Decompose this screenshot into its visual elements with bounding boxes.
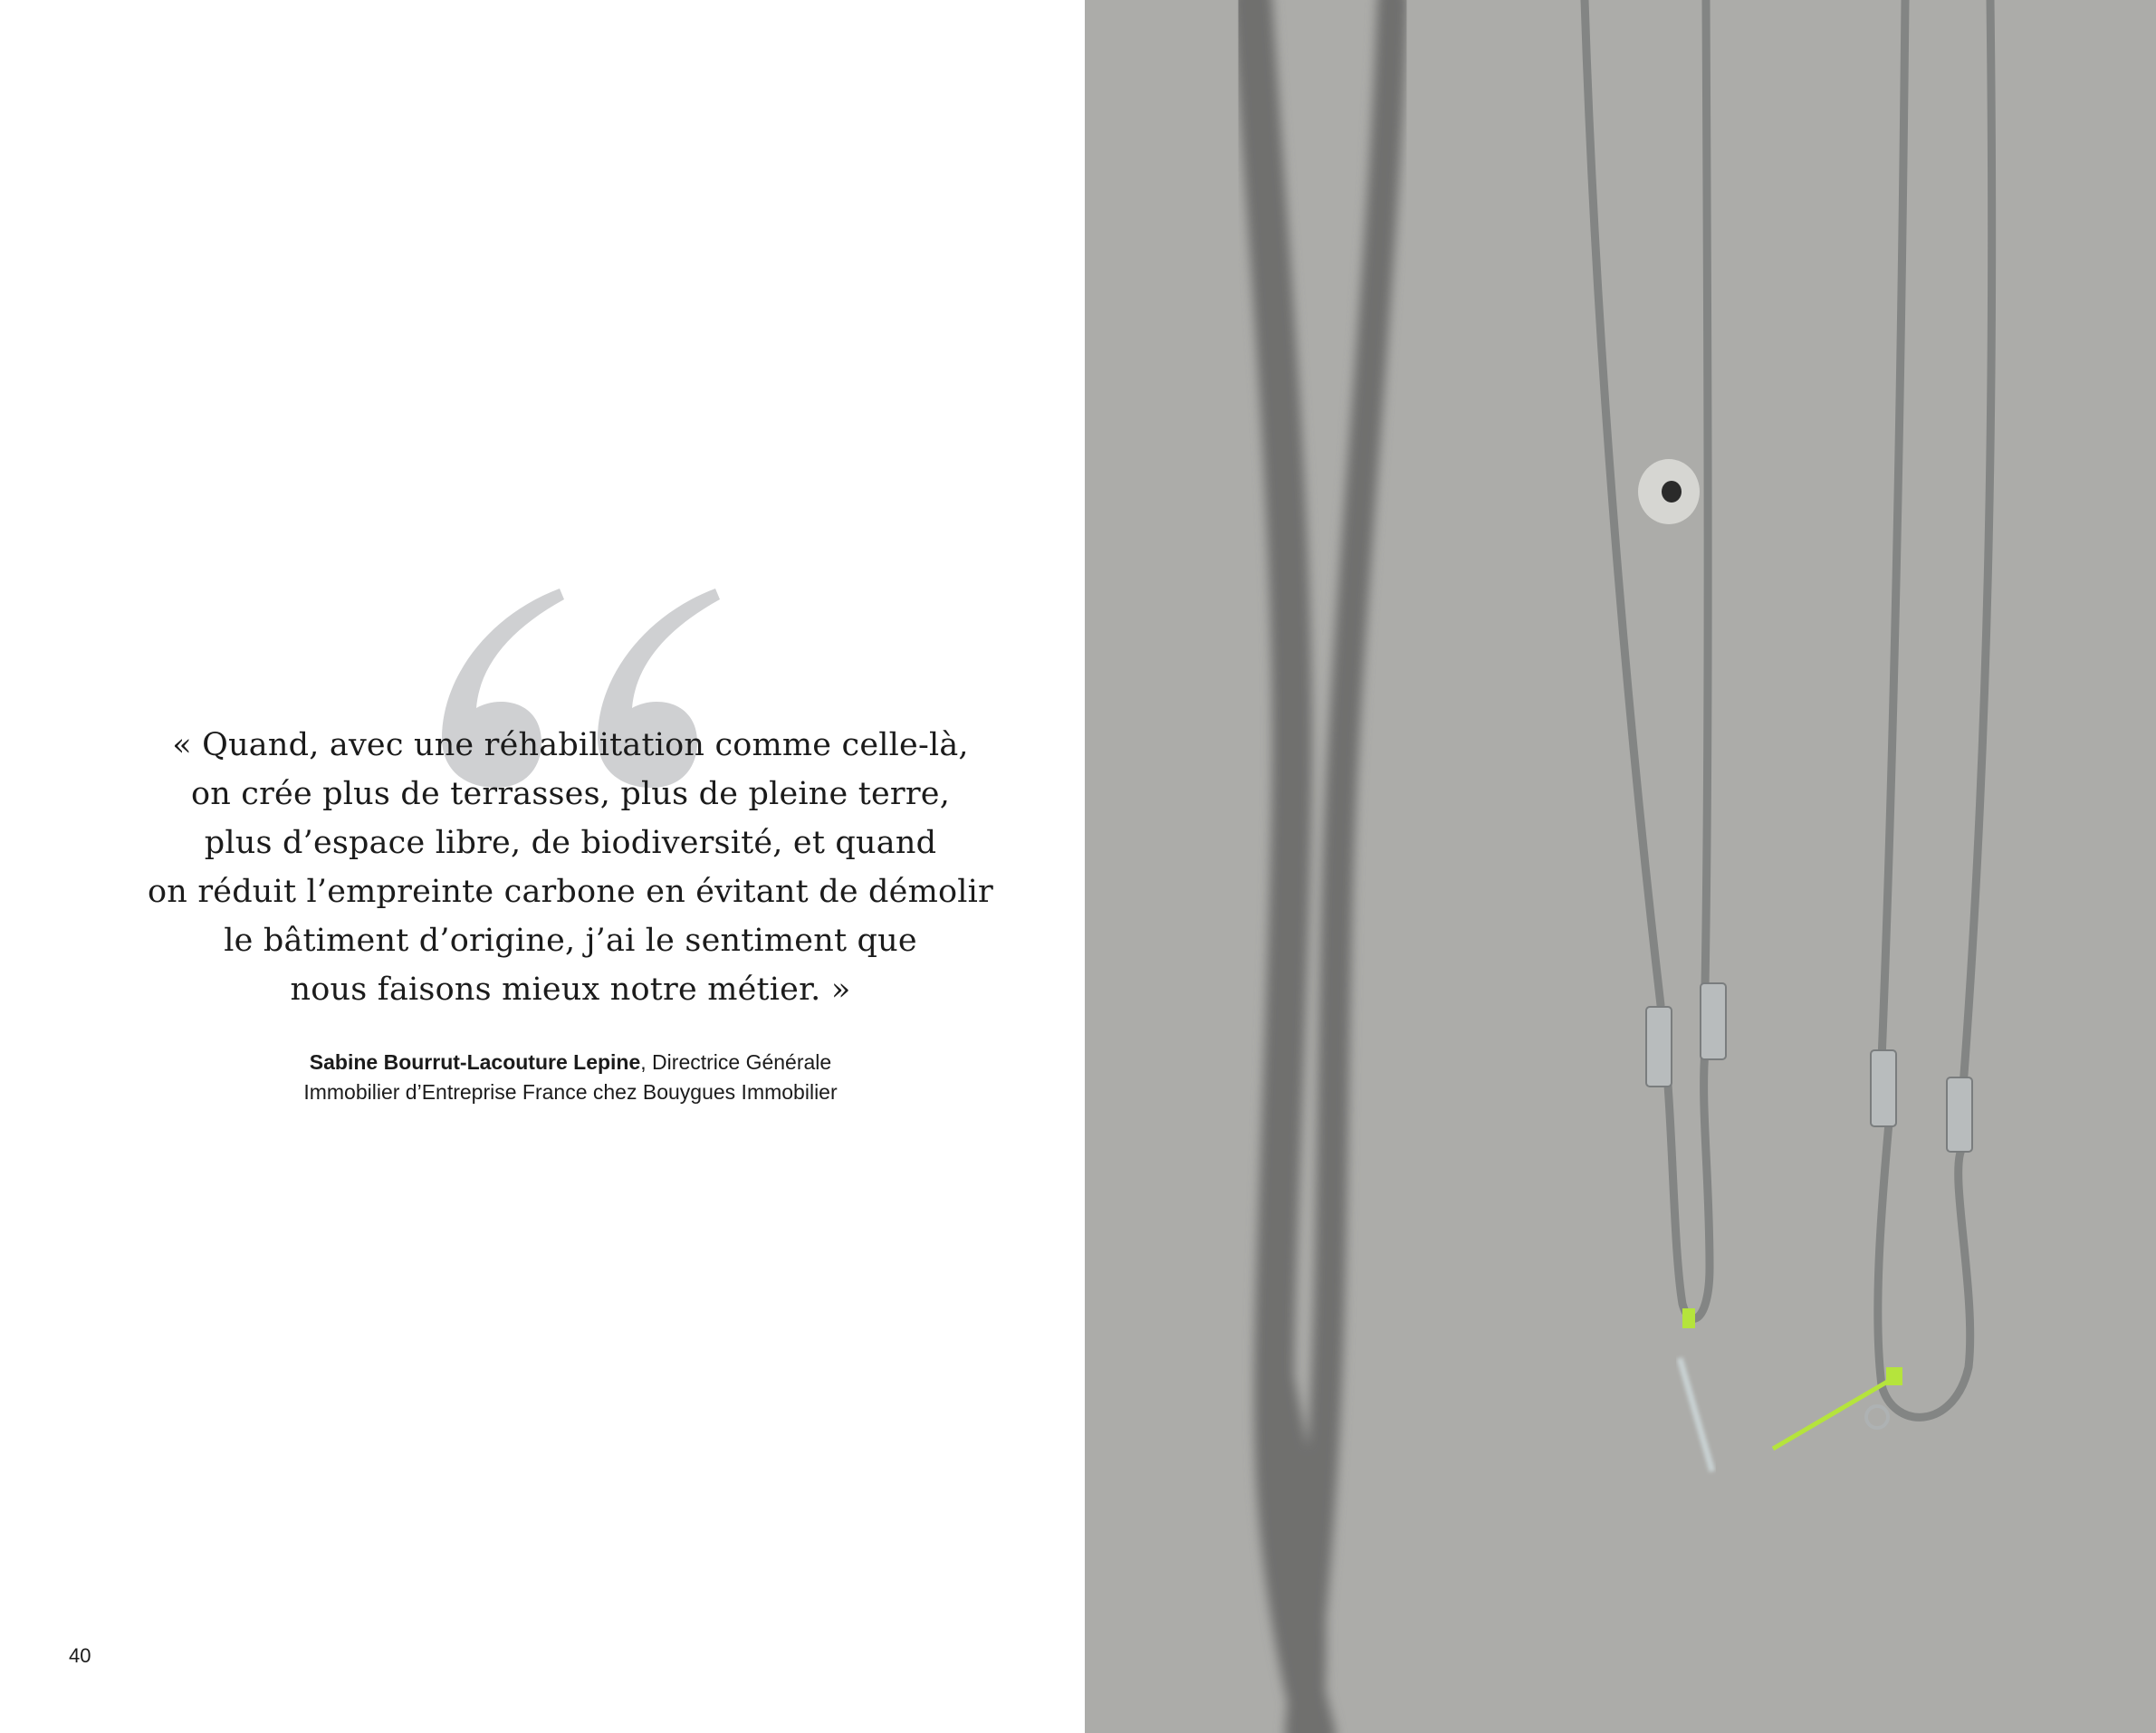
cable-photo-illustration	[1085, 0, 2156, 1733]
tag-icon	[1886, 1367, 1902, 1385]
quote-line: « Quand, avec une réhabilitation comme celle-là,	[172, 727, 969, 763]
tag-icon	[1682, 1308, 1695, 1328]
cable-photo	[1085, 0, 2156, 1733]
anchor-hole	[1638, 459, 1700, 524]
quote-line: on réduit l’empreinte carbone en évitant de démolir	[148, 874, 993, 910]
attribution-line-1	[118, 1048, 1023, 1077]
quote-line: nous faisons mieux notre métier. »	[290, 972, 851, 1008]
pull-quote	[72, 721, 1068, 1014]
quote-line: plus d’espace libre, de biodiversité, et quand	[204, 825, 937, 861]
quote-attribution	[118, 1048, 1023, 1107]
page-number: 40	[69, 1644, 91, 1667]
quote-line: le bâtiment d’origine, j’ai le sentiment que	[224, 923, 917, 959]
attribution-role: , Directrice Générale	[640, 1050, 832, 1074]
attribution-line-2: Immobilier d’Entreprise France chez Bouygues Immobilier	[303, 1080, 838, 1104]
quote-line: on crée plus de terrasses, plus de pleine terre,	[190, 776, 951, 812]
attribution-name: Sabine Bourrut-Lacouture Lepine	[309, 1050, 641, 1074]
